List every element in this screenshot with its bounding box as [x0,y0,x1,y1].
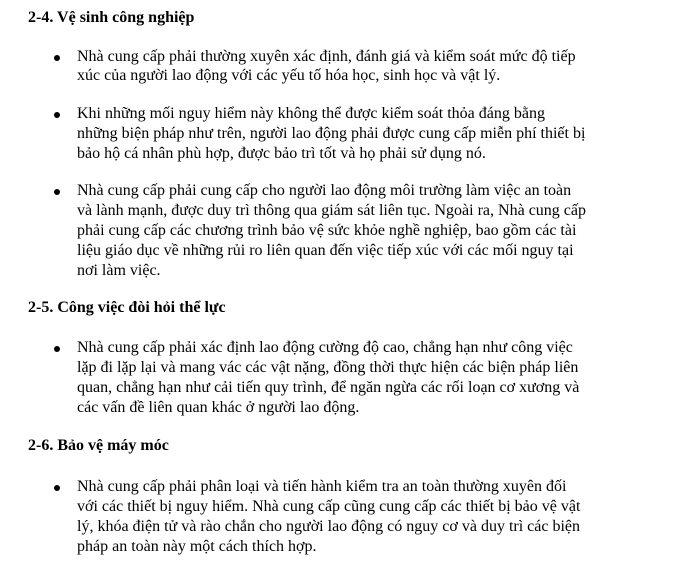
paragraph-line: Nhà cung cấp phải thường xuyên xác định, đánh giá và kiểm soát mức độ tiếp [77,48,576,65]
section-heading-2-5: 2-5. Công việc đòi hỏi thể lực [28,299,226,316]
paragraph-line: Nhà cung cấp phải phân loại và tiến hành kiểm tra an toàn thường xuyên đối [77,478,567,495]
paragraph-line: những biện pháp như trên, người lao động phải được cung cấp miễn phí thiết bị [77,125,586,142]
section-heading-2-6: 2-6. Bảo vệ máy móc [28,437,169,454]
paragraph-line: liệu giáo dục về những rủi ro liên quan đến việc tiếp xúc với các mối nguy tại [77,242,574,259]
bullet-dot [54,189,60,195]
bullet-dot [54,485,60,491]
paragraph-line: nơi làm việc. [77,262,161,279]
paragraph-line: lặp đi lặp lại và mang vác các vật nặng, đồng thời thực hiện các biện pháp liên [77,359,579,376]
paragraph-line: Khi những mối nguy hiểm này không thể được kiểm soát thỏa đáng bằng [77,105,545,122]
paragraph-line: Nhà cung cấp phải xác định lao động cường độ cao, chẳng hạn như công việc [77,339,573,356]
paragraph-line: xúc của người lao động với các yếu tố hóa học, sinh học và vật lý. [77,67,501,84]
section-heading-2-4: 2-4. Vệ sinh công nghiệp [28,9,195,26]
paragraph-line: và lành mạnh, được duy trì thông qua giám sát liên tục. Ngoài ra, Nhà cung cấp [77,202,586,219]
paragraph-line: quan, chẳng hạn như cải tiến quy trình, để ngăn ngừa các rối loạn cơ xương và [77,379,580,396]
paragraph-line: pháp an toàn này một cách thích hợp. [77,538,317,555]
paragraph-line: lý, khóa điện tử và rào chắn cho người lao động có nguy cơ và duy trì các biện [77,518,581,535]
bullet-dot [54,112,60,118]
paragraph-line: Nhà cung cấp phải cung cấp cho người lao động môi trường làm việc an toàn [77,182,572,199]
paragraph-line: phải cung cấp các chương trình bảo vệ sức khỏe nghề nghiệp, bao gồm các tài [77,222,577,239]
bullet-dot [54,55,60,61]
paragraph-line: với các thiết bị nguy hiểm. Nhà cung cấp cũng cung cấp các thiết bị bảo vệ vật [77,498,581,515]
paragraph-line: bảo hộ cá nhân phù hợp, được bảo trì tốt và họ phải sử dụng nó. [77,145,486,162]
bullet-dot [54,346,60,352]
paragraph-line: các vấn đề liên quan khác ở người lao động. [77,399,360,416]
